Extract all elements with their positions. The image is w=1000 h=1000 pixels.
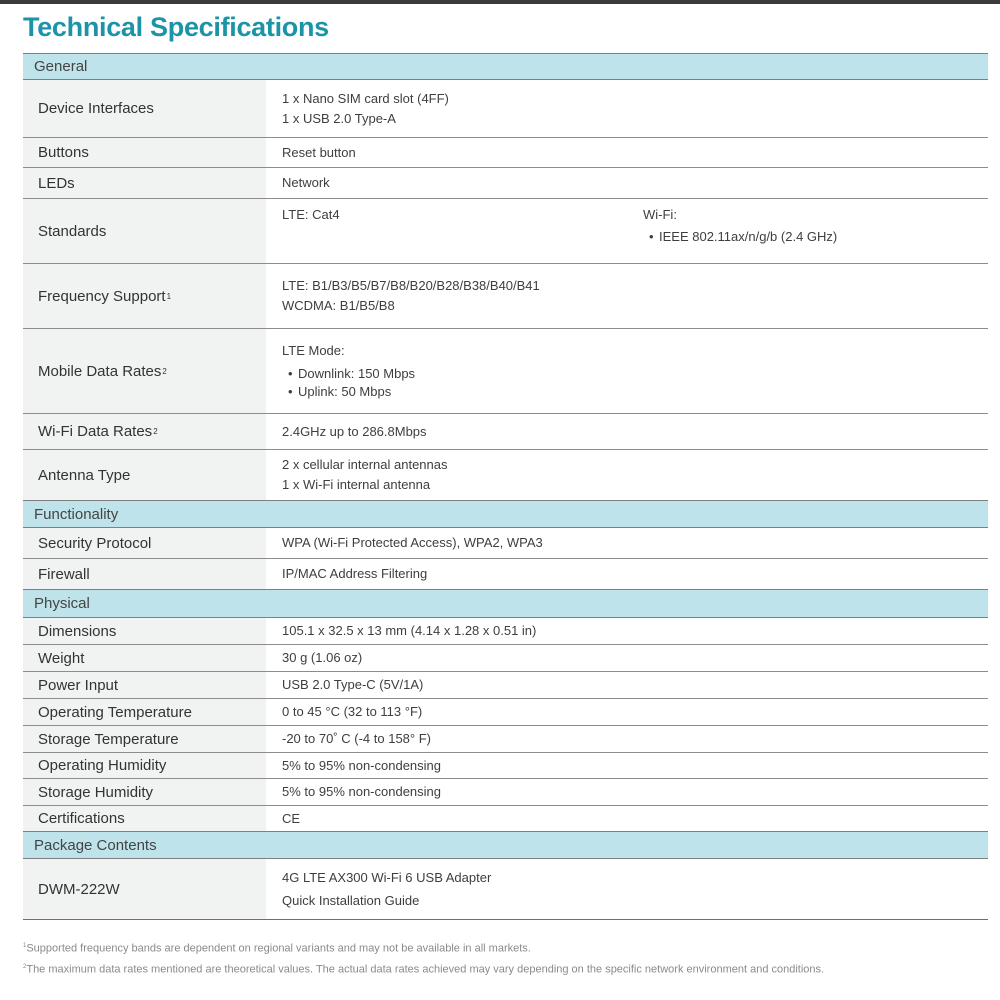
row-label: LEDs xyxy=(23,168,266,198)
row-security-protocol xyxy=(23,528,988,559)
bullet-icon: • xyxy=(288,384,293,399)
row-value xyxy=(266,450,988,500)
value-line: 4G LTE AX300 Wi-Fi 6 USB Adapter xyxy=(282,869,492,885)
row-value: -20 to 70˚ C (-4 to 158° F) xyxy=(282,731,431,746)
row-firewall xyxy=(23,559,988,589)
row-mobile-data-rates xyxy=(23,329,988,414)
row-label: Firewall xyxy=(23,559,266,589)
value-line: LTE: B1/B3/B5/B7/B8/B20/B28/B38/B40/B41 xyxy=(282,278,540,293)
footnote-1: $^1$Supported frequency bands are dependent on regional variants and may not be available in all markets. xyxy=(23,942,531,955)
row-label: Operating Humidity xyxy=(23,753,266,778)
row-wifi-data-rates xyxy=(23,414,988,450)
row-value: USB 2.0 Type-C (5V/1A) xyxy=(282,677,424,692)
row-operating-humidity xyxy=(23,753,988,779)
row-label: Weight xyxy=(23,645,266,671)
row-label: Standards xyxy=(23,199,266,263)
row-standards xyxy=(23,199,988,264)
row-label: Storage Temperature xyxy=(23,726,266,752)
footnotes xyxy=(23,938,863,978)
wifi-title: Wi-Fi: xyxy=(643,207,677,222)
row-value: 0 to 45 °C (32 to 113 °F) xyxy=(282,704,423,719)
row-value xyxy=(266,80,988,137)
row-value: CE xyxy=(282,810,301,826)
row-label: Wi-Fi Data Rates 2 xyxy=(23,414,266,449)
list-item: • Uplink: 50 Mbps xyxy=(288,384,392,399)
row-value xyxy=(266,859,988,919)
value-line: 2 x cellular internal antennas xyxy=(282,457,448,472)
top-bar xyxy=(0,0,1000,4)
row-operating-temperature xyxy=(23,699,988,726)
row-value xyxy=(266,264,988,328)
row-value: WPA (Wi-Fi Protected Access), WPA2, WPA3 xyxy=(282,535,543,550)
list-item: • Downlink: 150 Mbps xyxy=(288,366,416,381)
bullet-icon: • xyxy=(288,366,293,381)
value-line: LTE Mode: xyxy=(282,343,345,358)
row-label: Buttons xyxy=(23,138,266,167)
footnote-ref: 2 xyxy=(153,427,158,436)
section-general: General xyxy=(23,53,988,80)
standards-lte: LTE: Cat4 xyxy=(282,207,340,222)
row-label: Dimensions xyxy=(23,618,266,644)
row-label: Storage Humidity xyxy=(23,779,266,805)
bullet-icon: • xyxy=(649,229,654,244)
list-item: • IEEE 802.11ax/n/g/b (2.4 GHz) xyxy=(649,229,838,244)
row-label: Security Protocol xyxy=(23,528,266,558)
value-line: 1 x Nano SIM card slot (4FF) xyxy=(282,90,449,106)
value-line: WCDMA: B1/B5/B8 xyxy=(282,298,395,313)
row-label: DWM-222W xyxy=(23,859,266,919)
row-buttons xyxy=(23,138,988,168)
value-line: 1 x USB 2.0 Type-A xyxy=(282,110,396,126)
row-value: 105.1 x 32.5 x 13 mm (4.14 x 1.28 x 0.51 in) xyxy=(282,623,537,638)
row-value xyxy=(266,329,988,413)
footnote-ref: 1 xyxy=(166,291,172,301)
row-package xyxy=(23,859,988,920)
row-label: Frequency Support 1 xyxy=(23,264,266,328)
row-leds xyxy=(23,168,988,199)
row-value: Network xyxy=(282,175,330,190)
row-value: 2.4GHz up to 286.8Mbps xyxy=(282,423,427,439)
row-frequency-support xyxy=(23,264,988,329)
row-label: Certifications xyxy=(23,806,266,831)
value-line: 1 x Wi-Fi internal antenna xyxy=(282,477,431,492)
row-label: Operating Temperature xyxy=(23,699,266,725)
footnote-ref: 2 xyxy=(162,366,167,376)
row-value: 5% to 95% non-condensing xyxy=(282,784,442,799)
row-label: Power Input xyxy=(23,672,266,698)
section-functionality: Functionality xyxy=(23,500,988,528)
row-label: Device Interfaces xyxy=(23,80,266,137)
row-value: 30 g (1.06 oz) xyxy=(282,650,363,665)
standards-wifi xyxy=(643,205,837,246)
row-storage-temperature xyxy=(23,726,988,753)
section-physical: Physical xyxy=(23,589,988,618)
footnote-2: $^2$The maximum data rates mentioned are theoretical values. The actual data rates achieved may vary depending on the specific network environment and conditions. xyxy=(23,963,825,976)
page-title: Technical Specifications xyxy=(23,12,329,42)
row-storage-humidity xyxy=(23,779,988,806)
spec-table xyxy=(23,53,988,920)
row-device-interfaces xyxy=(23,80,988,138)
section-package-contents: Package Contents xyxy=(23,831,988,859)
row-power-input xyxy=(23,672,988,699)
row-certifications xyxy=(23,806,988,831)
row-value: 5% to 95% non-condensing xyxy=(282,757,442,773)
row-dimensions xyxy=(23,618,988,645)
row-value: IP/MAC Address Filtering xyxy=(282,566,428,581)
row-label: Antenna Type xyxy=(23,450,266,500)
row-label: Mobile Data Rates 2 xyxy=(23,329,266,413)
value-line: Quick Installation Guide xyxy=(282,892,420,908)
row-antenna-type xyxy=(23,450,988,500)
row-value xyxy=(266,199,988,263)
row-value: Reset button xyxy=(282,144,356,160)
row-weight xyxy=(23,645,988,672)
